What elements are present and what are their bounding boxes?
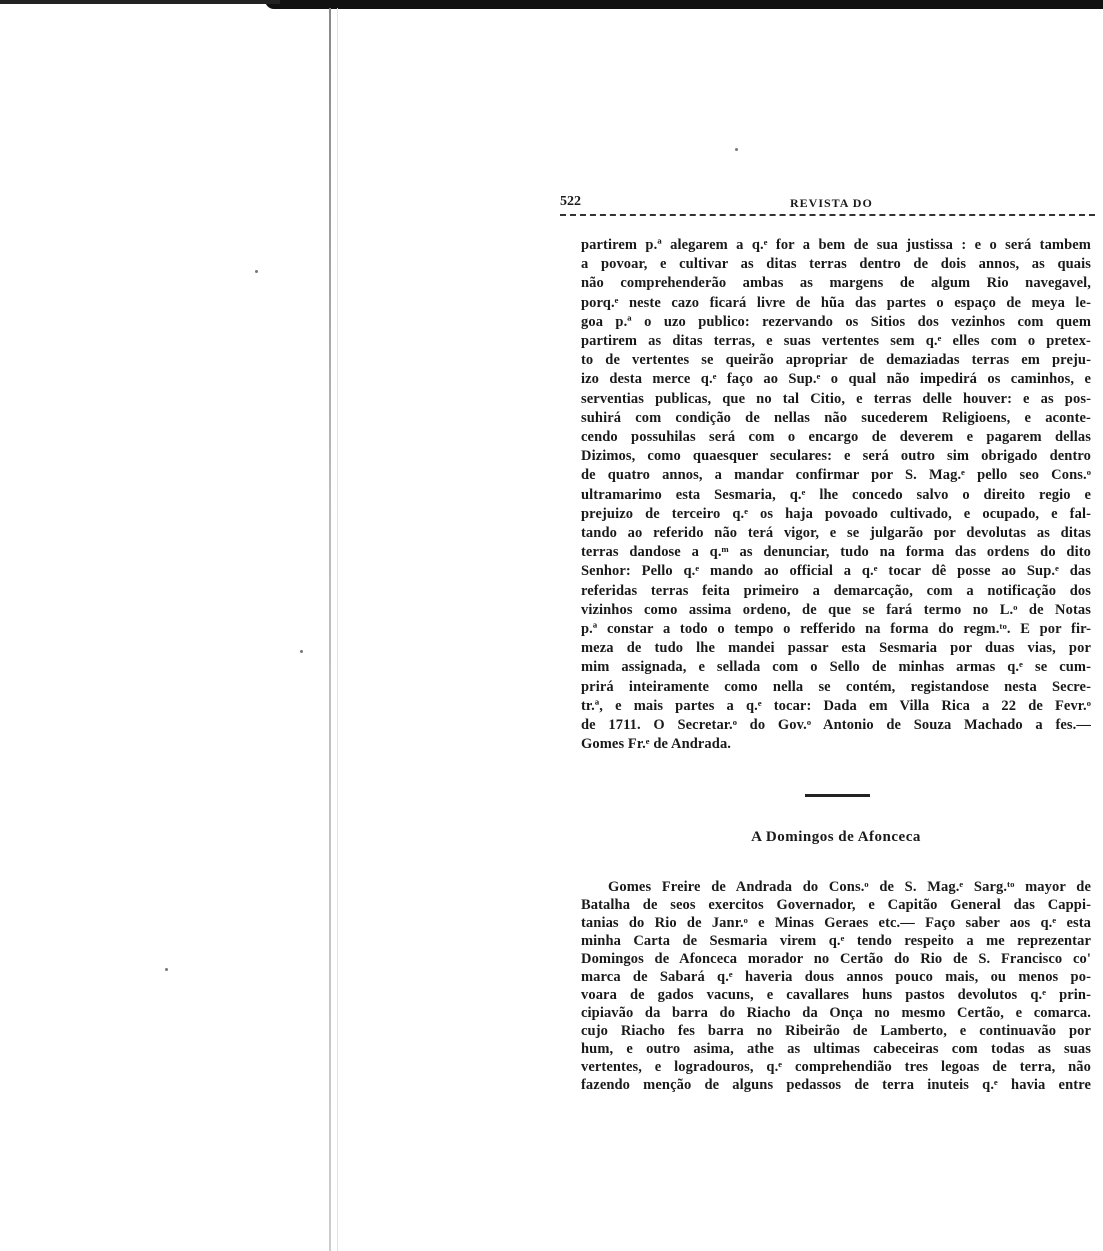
text-line: a povoar, e cultivar as ditas terras dentro de dois annos, as quais — [581, 256, 1091, 273]
text-line: terras dandose a q.ᵐ as denunciar, tudo na forma das ordens do dito — [581, 544, 1091, 561]
text-line: suhirá com condição de nellas não sucederem Religioens, e aconte- — [581, 409, 1091, 426]
text-line: vizinhos como assima ordeno, de que se fará termo no L.ᵒ de Notas — [581, 601, 1091, 618]
text-line: marca de Sabará q.ᵉ haveria dous annos pouco mais, ou menos po- — [581, 969, 1091, 985]
page-number: 522 — [560, 194, 581, 209]
page-gutter-inner — [337, 8, 338, 1251]
text-line: partirem p.ª alegarem a q.ᵉ for a bem de sua justissa : e o será tambem — [581, 237, 1091, 253]
text-line: prirá inteiramente como nella se contém, registandose nesta Secre- — [581, 678, 1091, 695]
text-line: prejuizo de terceiro q.ᵉ os haja povoado cultivado, e ocupado, e fal- — [581, 505, 1091, 522]
text-line: não comprehenderão ambas as margens de algum Rio navegavel, — [581, 275, 1091, 292]
text-line: mim assignada, e sellada com o Sello de minhas armas q.ᵉ se cum- — [581, 659, 1091, 676]
text-line: tanias do Rio de Janr.ᵒ e Minas Geraes etc.— Faço saber aos q.ᵉ esta — [581, 915, 1091, 931]
scan-speck — [165, 968, 168, 971]
text-line: Batalha de seos exercitos Governador, e Capitão General das Cappi- — [581, 897, 1091, 913]
page-gutter — [329, 8, 331, 1251]
text-line: cipiavão da barra do Riacho da Onça no mesmo Certão, e comarca. — [581, 1005, 1091, 1021]
text-line: cendo possuhilas será com o encargo de deverem e pagarem dellas — [581, 429, 1091, 445]
section-title: A Domingos de Afonceca — [751, 829, 921, 845]
text-line: cujo Riacho fes barra no Ribeirão de Lamberto, e continuavão por — [581, 1023, 1091, 1039]
book-edge-shadow — [265, 0, 1103, 9]
text-line: fazendo menção de alguns pedassos de terra inuteis q.ᵉ havia entre — [581, 1077, 1091, 1093]
section-ornament — [805, 794, 870, 797]
text-line: de 1711. O Secretar.ᵒ do Gov.ᵒ Antonio de Souza Machado a fes.— — [581, 717, 1091, 733]
text-line: serventias publicas, que no tal Citio, e terras delle houver: e as pos- — [581, 390, 1091, 407]
text-line: Dizimos, como quaesquer seculares: e será outro sim obrigado dentro — [581, 448, 1091, 465]
scan-speck — [735, 148, 738, 151]
scan-speck — [255, 270, 258, 273]
text-line: Gomes Fr.ᵉ de Andrada. — [581, 736, 732, 753]
text-line: minha Carta de Sesmaria virem q.ᵉ tendo respeito a me reprezentar — [581, 933, 1091, 949]
book-edge-shadow-left — [0, 0, 280, 4]
text-line: porq.ᵉ neste cazo ficará livre de hũa das partes o espaço de meya le- — [581, 294, 1091, 311]
running-title: REVISTA DO — [790, 196, 873, 210]
text-line: tr.ª, e mais partes a q.ᵉ tocar: Dada em Villa Rica a 22 de Fevr.ᵒ — [581, 697, 1091, 714]
text-line: Gomes Freire de Andrada do Cons.ᵒ de S. Mag.ᵉ Sarg.ᵗᵒ mayor de — [608, 879, 1091, 895]
text-line: de quatro annos, a mandar confirmar por S. Mag.ᵉ pello seo Cons.ᵒ — [581, 467, 1091, 484]
text-line: p.ª constar a todo o tempo o refferido na forma do regm.ᵗᵒ. E por fir- — [581, 621, 1091, 637]
text-line: ultramarimo esta Sesmaria, q.ᵉ lhe concedo salvo o direito regio e — [581, 486, 1091, 503]
text-line: referidas terras feita primeiro a demarcação, com a notificação dos — [581, 582, 1091, 599]
text-line: to de vertentes se queirão apropriar de demaziadas terras em preju- — [581, 352, 1091, 369]
text-line: hum, e outro asima, athe as ultimas cabeceiras com todas as suas — [581, 1041, 1091, 1057]
text-line: Domingos de Afonceca morador no Certão do Rio de S. Francisco co' — [581, 951, 1091, 967]
text-line: vertentes, e logradouros, q.ᵉ comprehendião tres legoas de terra, não — [581, 1059, 1091, 1075]
text-line: izo desta merce q.ᵉ faço ao Sup.ᵉ o qual não impedirá os caminhos, e — [581, 371, 1091, 388]
header-rule — [560, 214, 1095, 216]
text-line: voara de gados vacuns, e cavallares huns pastos devolutos q.ᵉ prin- — [581, 987, 1091, 1003]
text-line: goa p.ª o uzo publico: rezervando os Sitios dos vezinhos com quem — [581, 313, 1091, 330]
text-line: tando ao referido não terá vigor, e se julgarão por devolutas as ditas — [581, 525, 1091, 541]
text-line: partirem as ditas terras, e suas vertentes sem q.ᵉ elles com o pretex- — [581, 333, 1091, 349]
text-line: Senhor: Pello q.ᵉ mando ao official a q.ᵉ tocar dê posse ao Sup.ᵉ das — [581, 563, 1091, 580]
scan-speck — [300, 650, 303, 653]
text-line: meza de tudo lhe mandei passar esta Sesmaria por duas vias, por — [581, 640, 1091, 657]
